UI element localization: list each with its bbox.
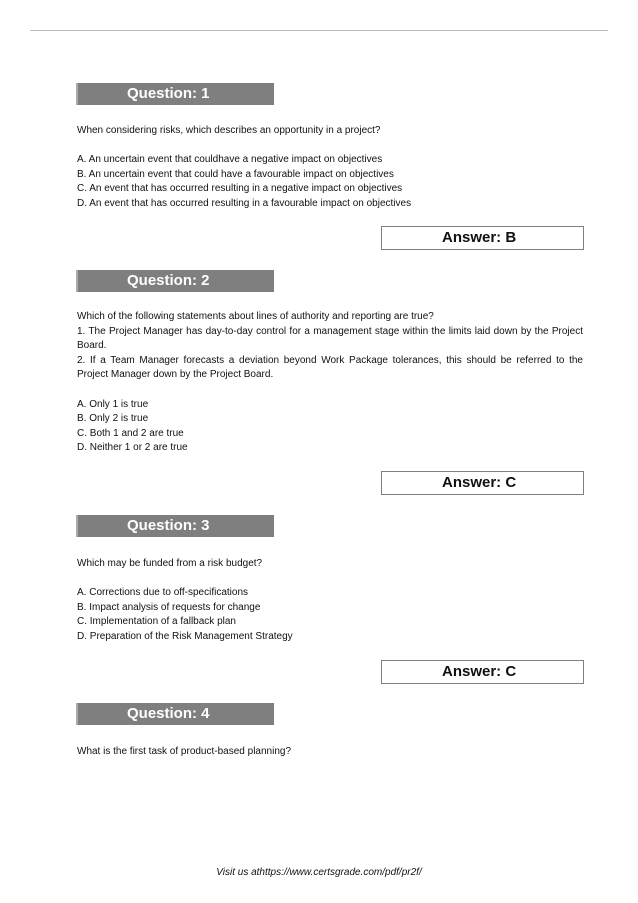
question-2-statement-1: 1. The Project Manager has day-to-day control for a management stage within the limits laid down by the Project Board. bbox=[77, 325, 583, 352]
question-1-answer: Answer: B bbox=[381, 226, 584, 250]
question-3-body bbox=[77, 557, 583, 645]
question-4-stem: What is the first task of product-based planning? bbox=[77, 746, 292, 757]
question-1-header: Question: 1 bbox=[76, 83, 274, 105]
question-3-option-d: D. Preparation of the Risk Management Strategy bbox=[77, 630, 293, 642]
question-4-header: Question: 4 bbox=[76, 703, 274, 725]
question-1-option-d: D. An event that has occurred resulting in a favourable impact on objectives bbox=[77, 197, 412, 209]
question-2-option-b: B. Only 2 is true bbox=[77, 413, 149, 425]
question-2-option-d: D. Neither 1 or 2 are true bbox=[77, 442, 188, 454]
footer-link-text: Visit us athttps://www.certsgrade.com/pdf/pr2f/ bbox=[216, 867, 422, 878]
question-2-option-c: C. Both 1 and 2 are true bbox=[77, 427, 184, 439]
question-1-option-a: A. An uncertain event that couldhave a negative impact on objectives bbox=[77, 154, 383, 166]
question-2-header: Question: 2 bbox=[76, 270, 274, 292]
top-divider bbox=[30, 30, 608, 31]
question-1-option-b: B. An uncertain event that could have a favourable impact on objectives bbox=[77, 168, 394, 180]
question-2-body bbox=[77, 310, 583, 456]
question-2-answer: Answer: C bbox=[381, 471, 584, 495]
question-1-stem: When considering risks, which describes an opportunity in a project? bbox=[77, 125, 381, 136]
question-3-option-a: A. Corrections due to off-specifications bbox=[77, 587, 249, 599]
question-1-body bbox=[77, 124, 583, 212]
question-2-statement-2: 2. If a Team Manager forecasts a deviation beyond Work Package tolerances, this should be referred to the Project Manager down by the Project Board. bbox=[77, 354, 583, 381]
question-4-body bbox=[77, 745, 583, 760]
question-3-stem: Which may be funded from a risk budget? bbox=[77, 558, 263, 569]
question-3-option-c: C. Implementation of a fallback plan bbox=[77, 616, 236, 628]
question-3-header: Question: 3 bbox=[76, 515, 274, 537]
question-2-stem: Which of the following statements about lines of authority and reporting are true? bbox=[77, 311, 434, 322]
question-3-answer: Answer: C bbox=[381, 660, 584, 684]
question-3-option-b: B. Impact analysis of requests for change bbox=[77, 601, 261, 613]
question-1-option-c: C. An event that has occurred resulting in a negative impact on objectives bbox=[77, 183, 403, 195]
question-2-option-a: A. Only 1 is true bbox=[77, 398, 149, 410]
